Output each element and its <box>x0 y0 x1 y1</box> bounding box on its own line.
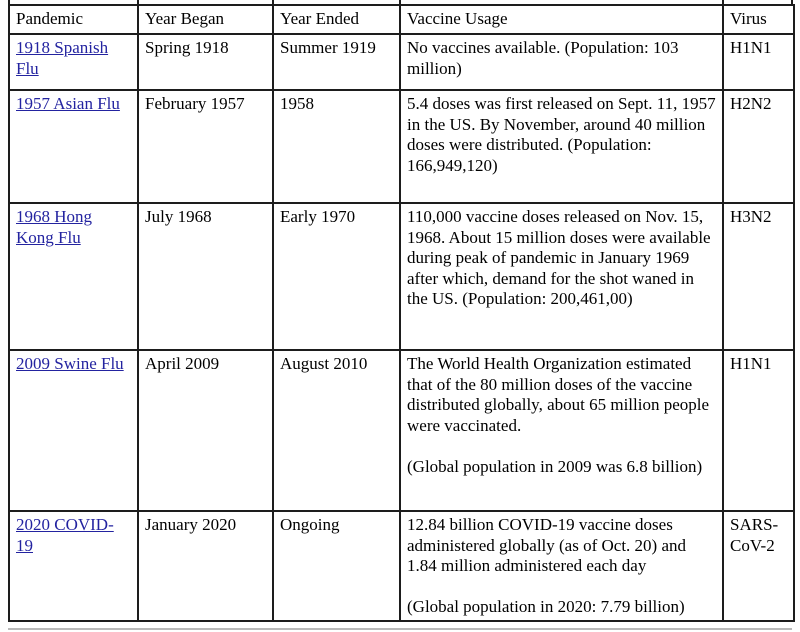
year-ended-cell: Summer 1919 <box>273 34 400 90</box>
vaccine-usage-cell <box>400 350 723 511</box>
header-year-ended: Year Ended <box>273 5 400 34</box>
header-virus: Virus <box>723 5 794 34</box>
pandemic-link-line: 1918 Spanish <box>16 38 109 57</box>
virus-cell: H2N2 <box>723 90 794 203</box>
header-vaccine-usage: Vaccine Usage <box>400 5 723 34</box>
vaccine-usage-paragraph: (Global population in 2009 was 6.8 billion) <box>407 456 703 476</box>
pandemic-cell <box>9 34 138 90</box>
pandemic-cell <box>9 511 138 621</box>
pandemic-link-line: 19 <box>16 535 33 555</box>
virus-cell: H1N1 <box>723 350 794 511</box>
year-began-cell: February 1957 <box>138 90 273 203</box>
vaccine-usage-paragraph: 5.4 doses was first released on Sept. 11, 1957 in the US. By November, around 40 million doses were distributed. (Population: 166,949,120) <box>407 94 716 175</box>
vaccine-usage-paragraph: The World Health Organization estimated that of the 80 million doses of the vaccine distributed globally, about 65 million people were vaccinated. <box>407 354 710 435</box>
virus-cell: H3N2 <box>723 203 794 350</box>
pandemic-link-line: 2020 COVID- <box>16 515 114 534</box>
year-began-cell: April 2009 <box>138 350 273 511</box>
header-year-began: Year Began <box>138 5 273 34</box>
pandemic-cell <box>9 203 138 350</box>
vaccine-usage-cell <box>400 90 723 203</box>
pandemic-link-line: Flu <box>16 58 39 78</box>
year-ended-cell: Ongoing <box>273 511 400 621</box>
vaccine-usage-paragraph: (Global population in 2020: 7.79 billion) <box>407 597 685 616</box>
table-row <box>9 511 794 621</box>
next-section-faint-rule <box>8 628 792 630</box>
table-row <box>9 34 794 90</box>
pandemic-link-line: Kong Flu <box>16 227 81 247</box>
pandemic-link-2020-covid-19[interactable] <box>16 515 133 556</box>
virus-cell: H1N1 <box>723 34 794 90</box>
table-row <box>9 350 794 511</box>
vaccine-usage-cell <box>400 34 723 90</box>
pandemic-link-1918-spanish-flu[interactable] <box>16 38 133 79</box>
pandemic-cell <box>9 350 138 511</box>
pandemic-link-line: 1968 Hong <box>16 207 93 226</box>
pandemic-link-1957-asian-flu[interactable] <box>16 94 133 115</box>
virus-cell: SARS-CoV-2 <box>723 511 794 621</box>
pandemic-link-2009-swine-flu[interactable] <box>16 354 133 375</box>
vaccine-usage-cell <box>400 511 723 621</box>
vaccine-usage-cell <box>400 203 723 350</box>
year-ended-cell: August 2010 <box>273 350 400 511</box>
table-row <box>9 203 794 350</box>
vaccine-usage-paragraph: 110,000 vaccine doses released on Nov. 15, 1968. About 15 million doses were available during peak of pandemic in January 1969 after which, demand for the shot waned in the US. (Population: 200,461,00) <box>407 207 711 308</box>
year-began-cell: July 1968 <box>138 203 273 350</box>
year-began-cell: January 2020 <box>138 511 273 621</box>
pandemic-cell <box>9 90 138 203</box>
year-began-cell: Spring 1918 <box>138 34 273 90</box>
year-ended-cell: 1958 <box>273 90 400 203</box>
pandemic-link-line: 1957 Asian Flu <box>16 94 120 113</box>
pandemic-link-line: 2009 Swine Flu <box>16 354 124 373</box>
pandemic-link-1968-hong-kong-flu[interactable] <box>16 207 133 248</box>
year-ended-cell: Early 1970 <box>273 203 400 350</box>
vaccine-usage-paragraph: 12.84 billion COVID-19 vaccine doses administered globally (as of Oct. 20) and 1.84 million administered each day <box>407 515 687 575</box>
table-row <box>9 90 794 203</box>
table-header-row <box>9 5 794 34</box>
header-pandemic: Pandemic <box>9 5 138 34</box>
vaccine-usage-paragraph: No vaccines available. (Population: 103 million) <box>407 38 679 78</box>
pandemics-table <box>8 4 795 622</box>
